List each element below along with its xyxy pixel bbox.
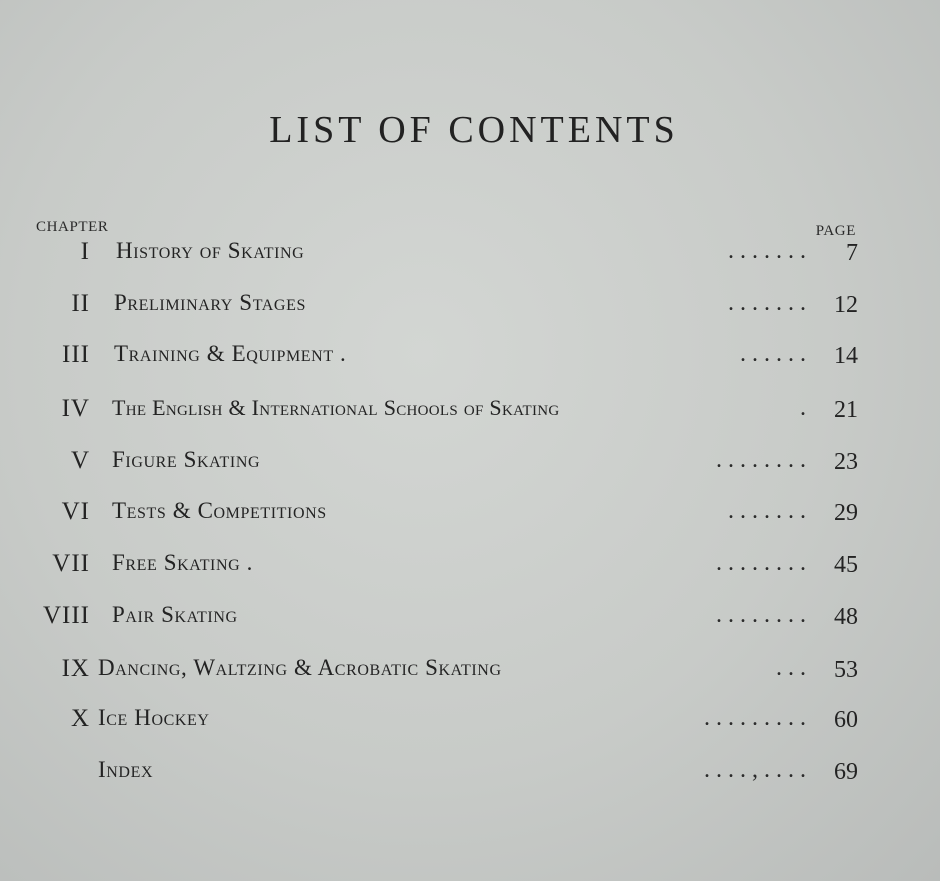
page-number: 14	[834, 343, 858, 369]
contents-entry	[0, 705, 940, 739]
chapter-number: X	[70, 705, 90, 732]
chapter-number: IV	[61, 395, 90, 422]
chapter-number: II	[71, 290, 90, 317]
page-number: 21	[834, 397, 858, 423]
page-number: 7	[846, 240, 858, 266]
contents-entry	[0, 395, 940, 429]
dot-leaders: . . . . . . . .	[716, 447, 806, 473]
chapter-title: Preliminary Stages	[114, 290, 306, 315]
page-number: 69	[834, 759, 858, 785]
chapter-title: Tests & Competitions	[112, 498, 327, 523]
dot-leaders: . . . . . . . . .	[704, 705, 806, 731]
dot-leaders: . . . . . . .	[728, 238, 806, 264]
page-number: 48	[834, 604, 858, 630]
chapter-title: The English & International Schools of Skating	[112, 395, 560, 420]
dot-leaders: .	[800, 395, 806, 421]
chapter-number: IX	[61, 655, 90, 682]
contents-entry	[0, 238, 940, 272]
page-number: 60	[834, 707, 858, 733]
chapter-number: III	[62, 341, 90, 368]
dot-leaders: . . . . , . . . .	[704, 757, 806, 783]
index-title: Index	[98, 757, 154, 782]
page-number: 23	[834, 449, 858, 475]
chapter-title: Free Skating .	[112, 550, 253, 575]
page-title: LIST OF CONTENTS	[269, 109, 679, 151]
chapter-column-header: CHAPTER	[36, 219, 109, 235]
contents-entry	[0, 602, 940, 636]
chapter-number: VII	[52, 550, 90, 577]
contents-entry	[0, 757, 940, 791]
chapter-number: V	[70, 447, 90, 474]
chapter-title: Dancing, Waltzing & Acrobatic Skating	[98, 655, 502, 680]
chapter-title: Training & Equipment .	[114, 341, 347, 366]
dot-leaders: . . . . . . . .	[716, 602, 806, 628]
chapter-title: History of Skating	[116, 238, 305, 263]
contents-entry	[0, 550, 940, 584]
page-number: 45	[834, 552, 858, 578]
contents-entry	[0, 341, 940, 375]
dot-leaders: . . . . . .	[740, 341, 806, 367]
dot-leaders: . . .	[776, 655, 806, 681]
contents-entry	[0, 655, 940, 689]
dot-leaders: . . . . . . .	[728, 498, 806, 524]
page-number: 12	[834, 292, 858, 318]
chapter-number: VIII	[42, 602, 90, 629]
chapter-title: Figure Skating	[112, 447, 261, 472]
chapter-number: VI	[61, 498, 90, 525]
page-number: 53	[834, 657, 858, 683]
chapter-title: Ice Hockey	[98, 705, 210, 730]
chapter-title: Pair Skating	[112, 602, 238, 627]
page-column-header: PAGE	[815, 223, 856, 239]
dot-leaders: . . . . . . .	[728, 290, 806, 316]
page-number: 29	[834, 500, 858, 526]
chapter-number: I	[80, 238, 90, 265]
contents-entry	[0, 447, 940, 481]
dot-leaders: . . . . . . . .	[716, 550, 806, 576]
contents-entry	[0, 290, 940, 324]
contents-entry	[0, 498, 940, 532]
